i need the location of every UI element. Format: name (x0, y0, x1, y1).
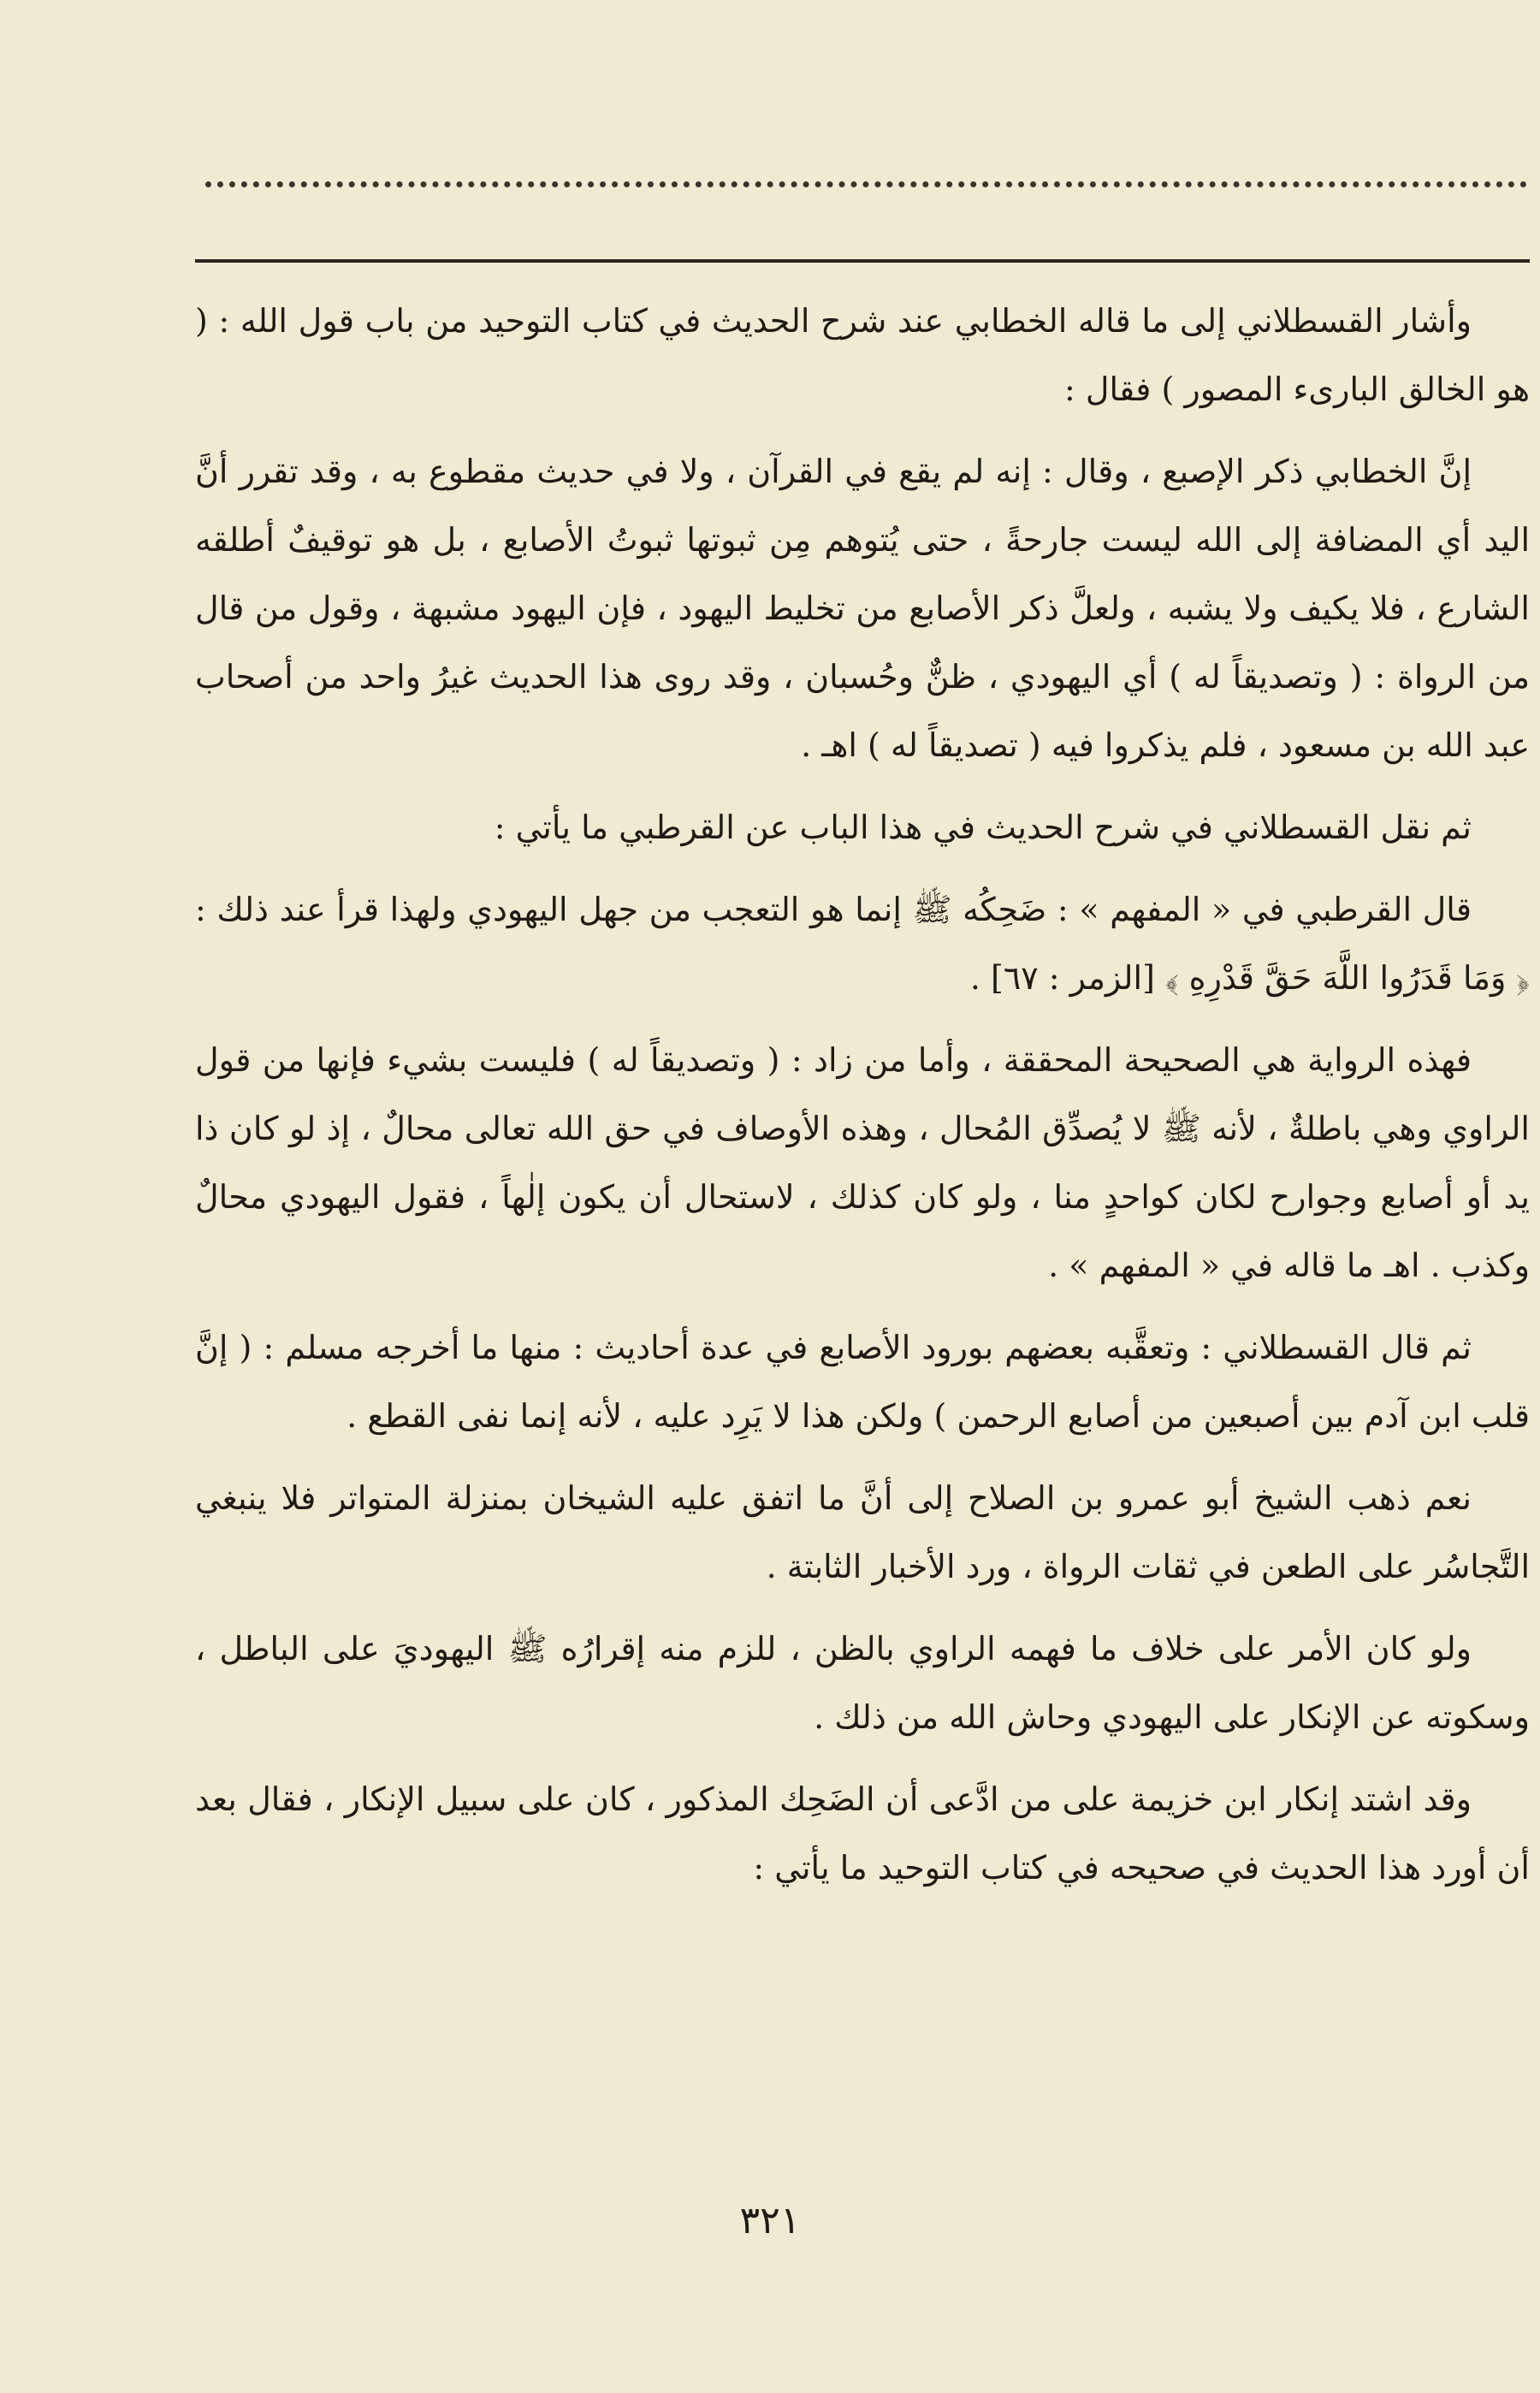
page-body (195, 287, 1530, 1916)
header-dotted-rule (205, 181, 1527, 187)
paragraph-ibn-salah: نعم ذهب الشيخ أبو عمرو بن الصلاح إلى أنَّ ما اتفق عليه الشيخان بمنزلة المتواتر فلا ينبغي التَّجاسُر على الطعن في ثقات الرواة ، ورد الأخبار الثابتة . (195, 1479, 1530, 1585)
page-number: ٣٢١ (739, 2199, 801, 2242)
paragraph-qastallani-taaqqub: ثم قال القسطلاني : وتعقَّبه بعضهم بورود الأصابع في عدة أحاديث : منها ما أخرجه مسلم : ( إنَّ قلب ابن آدم بين أصبعين من أصابع الرحمن ) ولكن هذا لا يَرِد عليه ، لأنه إنما نفى القطع . (195, 1329, 1530, 1435)
paragraph-qurtubi-intro: ثم نقل القسطلاني في شرح الحديث في هذا الباب عن القرطبي ما يأتي : (494, 809, 1472, 846)
header-solid-rule (195, 259, 1530, 263)
paragraph-ibn-khuzayma: وقد اشتد إنكار ابن خزيمة على من ادَّعى أن الضَحِك المذكور ، كان على سبيل الإنكار ، فقال بعد أن أورد هذا الحديث في صحيحه في كتاب التوحيد ما يأتي : (195, 1780, 1530, 1887)
paragraph-iqrar: ولو كان الأمر على خلاف ما فهمه الراوي بالظن ، للزم منه إقرارُه ﷺ اليهوديَ على الباطل ، وسكوته عن الإنكار على اليهودي وحاش الله من ذلك . (195, 1630, 1530, 1736)
paragraph-qurtubi-mufhim: قال القرطبي في « المفهم » : ضَحِكُه ﷺ إنما هو التعجب من جهل اليهودي ولهذا قرأ عند ذلك : ﴿ وَمَا قَدَرُوا اللَّهَ حَقَّ قَدْرِهِ ﴾ [الزمر : ٦٧] . (195, 891, 1530, 997)
paragraph-sahih-riwaya: فهذه الرواية هي الصحيحة المحققة ، وأما من زاد : ( وتصديقاً له ) فليست بشيء فإنها من قول الراوي وهي باطلةٌ ، لأنه ﷺ لا يُصدِّق المُحال ، وهذه الأوصاف في حق الله تعالى محالٌ ، إذ لو كان ذا يد أو أصابع وجوارح لكان كواحدٍ منا ، ولو كان كذلك ، لاستحال أن يكون إلٰهاً ، فقول اليهودي محالٌ وكذب . اهـ ما قاله في « المفهم » . (195, 1041, 1530, 1284)
paragraph-khattabi-intro: وأشار القسطلاني إلى ما قاله الخطابي عند شرح الحديث في كتاب التوحيد من باب قول الله : ( هو الخالق البارىء المصور ) فقال : (195, 302, 1530, 408)
paragraph-khattabi-quote: إنَّ الخطابي ذكر الإصبع ، وقال : إنه لم يقع في القرآن ، ولا في حديث مقطوع به ، وقد تقرر أنَّ اليد أي المضافة إلى الله ليست جارحةً ، حتى يُتوهم مِن ثبوتها ثبوتُ الأصابع ، بل هو توقيفٌ أطلقه الشارع ، فلا يكيف ولا يشبه ، ولعلَّ ذكر الأصابع من تخليط اليهود ، فإن اليهود مشبهة ، وقول من قال من الرواة : ( وتصديقاً له ) أي اليهودي ، ظنٌّ وحُسبان ، وقد روى هذا الحديث غيرُ واحد من أصحاب عبد الله بن مسعود ، فلم يذكروا فيه ( تصديقاً له ) اهـ . (195, 453, 1530, 764)
